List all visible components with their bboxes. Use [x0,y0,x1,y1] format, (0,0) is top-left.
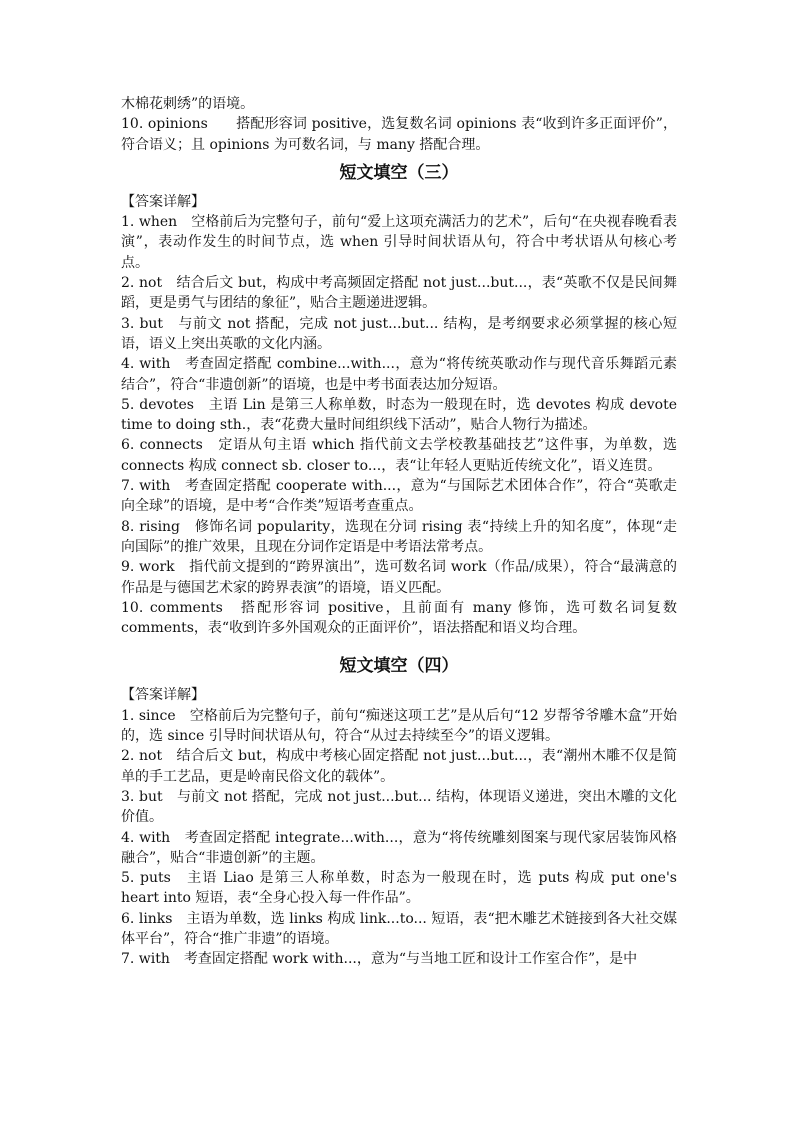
answer-item: 1. when 空格前后为完整句子，前句“爱上这项充满活力的艺术”，后句“在央视春晚看表演”，表动作发生的时间节点，选 when 引导时间状语从句，符合中考状语从句核心考点。 [121,214,677,271]
answer-item: 6. connects 定语从句主语 which 指代前文去学校教基础技艺”这件事，为单数，选 connects 构成 connect sb. closer to...，表“让年轻人更贴近传统文化”，语义连贯。 [121,437,677,474]
document-page [121,94,677,970]
answer-item: 5. devotes 主语 Lin 是第三人称单数，时态为一般现在时，选 devotes 构成 devote time to doing sth.，表“花费大量时间组织线下活动”，贴合人物行为描述。 [121,396,677,434]
answer-item: 7. with 考查固定搭配 work with...，意为“与当地工匠和设计工作室合作”，是中 [121,951,638,968]
section-title: 短文填空（四） [339,656,459,677]
answer-item: 2. not 结合后文 but，构成中考高频固定搭配 not just...but...，表“英歌不仅是民间舞蹈，更是勇气与团结的象征”，贴合主题递进逻辑。 [121,275,677,312]
answer-item: 4. with 考查固定搭配 combine...with...，意为“将传统英歌动作与现代音乐舞蹈元素结合”，符合“非遗创新”的语境，也是中考书面表达加分短语。 [121,356,677,393]
answer-item: 6. links 主语为单数，选 links 构成 link...to... 短语，表“把木雕艺术链接到各大社交媒体平台”，符合“推广非遗”的语境。 [121,910,677,947]
answer-item: 5. puts 主语 Liao 是第三人称单数，时态为一般现在时，选 puts 构成 put one's heart into 短语，表“全身心投入每一件作品”。 [121,870,677,907]
answer-item: 1. since 空格前后为完整句子，前句“痴迷这项工艺”是从后句“12 岁帮爷爷雕木盒”开始的，选 since 引导时间状语从句，符合“从过去持续至今”的语义逻辑。 [121,707,677,745]
section-title: 短文填空（三） [339,162,459,183]
answer-item: 3. but 与前文 not 搭配，完成 not just...but... 结构，是考纲要求必须掌握的核心短语，语义上突出英歌的文化内涵。 [121,315,677,352]
answer-label: 【答案详解】 [121,687,205,704]
answer-item: 4. with 考查固定搭配 integrate...with...，意为“将传统雕刻图案与现代家居装饰风格融合”，贴合“非遗创新”的主题。 [121,829,677,866]
answer-item: 8. rising 修饰名词 popularity，选现在分词 rising 表“持续上升的知名度”，体现“走向国际”的推广效果，且现在分词作定语是中考语法常考点。 [121,518,677,555]
answer-item: 2. not 结合后文 but，构成中考核心固定搭配 not just...but...，表“潮州木雕不仅是简单的手工艺品，更是岭南民俗文化的载体”。 [121,748,677,785]
answer-label: 【答案详解】 [121,193,205,210]
paragraph: 木棉花刺绣”的语境。 [121,96,255,112]
paragraph: 10. opinions 搭配形容词 positive，选复数名词 opinions 表“收到许多正面评价”，符合语义；且 opinions 为可数名词，与 many 搭配合理。 [121,116,677,153]
answer-item: 3. but 与前文 not 搭配，完成 not just...but... 结构，体现语义递进，突出木雕的文化价值。 [121,788,677,826]
answer-item: 7. with 考查固定搭配 cooperate with...，意为“与国际艺术团体合作”，符合“英歌走向全球”的语境，是中考“合作类”短语考查重点。 [121,478,677,515]
answer-item: 9. work 指代前文提到的“跨界演出”，选可数名词 work（作品/成果），符合“最满意的作品是与德国艺术家的跨界表演”的语境，语义匹配。 [121,559,677,596]
answer-item: 10. comments 搭配形容词 positive，且前面有 many 修饰，选可数名词复数 comments，表“收到许多外国观众的正面评价”，语法搭配和语义均合理。 [121,599,677,637]
